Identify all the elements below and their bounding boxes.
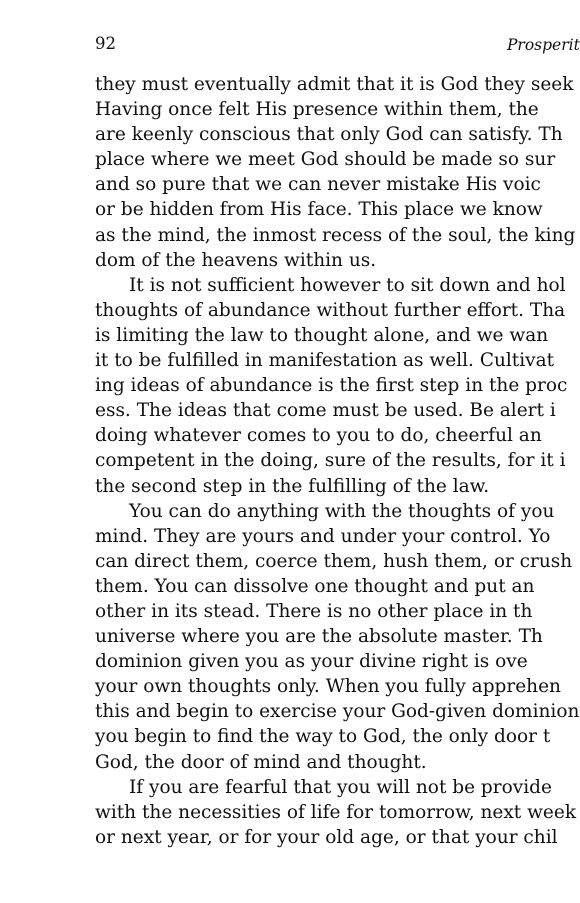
text-line: Having once felt His presence within them, the xyxy=(95,99,539,121)
body-text xyxy=(95,72,580,850)
text-line: and so pure that we can never mistake His voic xyxy=(95,174,541,196)
text-line: is limiting the law to thought alone, and we wan xyxy=(95,324,549,346)
text-line: place where we meet God should be made so sur xyxy=(95,149,556,171)
text-line: It is not sufficient however to sit down and hol xyxy=(129,274,566,296)
text-line: it to be fulfilled in manifestation as well. Cultivat xyxy=(95,350,555,372)
text-line: or be hidden from His face. This place we know xyxy=(95,199,543,221)
text-line: you begin to find the way to God, the only door t xyxy=(95,726,551,748)
text-line: doing whatever comes to you to do, cheerful an xyxy=(95,425,542,447)
text-line: universe where you are the absolute master. Th xyxy=(95,626,543,648)
paragraph-1 xyxy=(95,72,580,273)
text-line: ing ideas of abundance is the first step in the proc xyxy=(95,375,568,397)
text-line: this and begin to exercise your God-given dominion xyxy=(95,701,580,723)
text-line: other in its stead. There is no other place in th xyxy=(95,600,533,622)
text-line: them. You can dissolve one thought and put an xyxy=(95,575,535,597)
text-line: God, the door of mind and thought. xyxy=(95,751,427,773)
text-line: If you are fearful that you will not be provide xyxy=(129,776,552,798)
text-line: competent in the doing, sure of the results, for it i xyxy=(95,450,566,472)
text-line: as the mind, the inmost recess of the soul, the king xyxy=(95,224,576,246)
text-line: ess. The ideas that come must be used. Be alert i xyxy=(95,400,556,422)
paragraph-4 xyxy=(95,775,580,850)
text-line: they must eventually admit that it is God they seek xyxy=(95,74,574,95)
paragraph-2 xyxy=(95,273,580,499)
text-line: the second step in the fulfilling of the law. xyxy=(95,475,490,497)
text-line: thoughts of abundance without further effort. Tha xyxy=(95,299,566,321)
text-line: can direct them, coerce them, hush them, or crush xyxy=(95,550,573,572)
running-head: Prosperit xyxy=(507,36,580,54)
text-line: dom of the heavens within us. xyxy=(95,249,377,271)
text-line: are keenly conscious that only God can satisfy. Th xyxy=(95,124,563,146)
text-line: mind. They are yours and under your control. Yo xyxy=(95,525,551,547)
text-line: You can do anything with the thoughts of you xyxy=(129,500,555,522)
paragraph-3 xyxy=(95,499,580,775)
text-line: with the necessities of life for tomorrow, next week xyxy=(95,801,577,823)
text-line: or next year, or for your old age, or that your chil xyxy=(95,826,558,848)
page-number: 92 xyxy=(95,34,116,53)
text-line: your own thoughts only. When you fully apprehen xyxy=(95,676,561,698)
text-line: dominion given you as your divine right is ove xyxy=(95,651,528,673)
